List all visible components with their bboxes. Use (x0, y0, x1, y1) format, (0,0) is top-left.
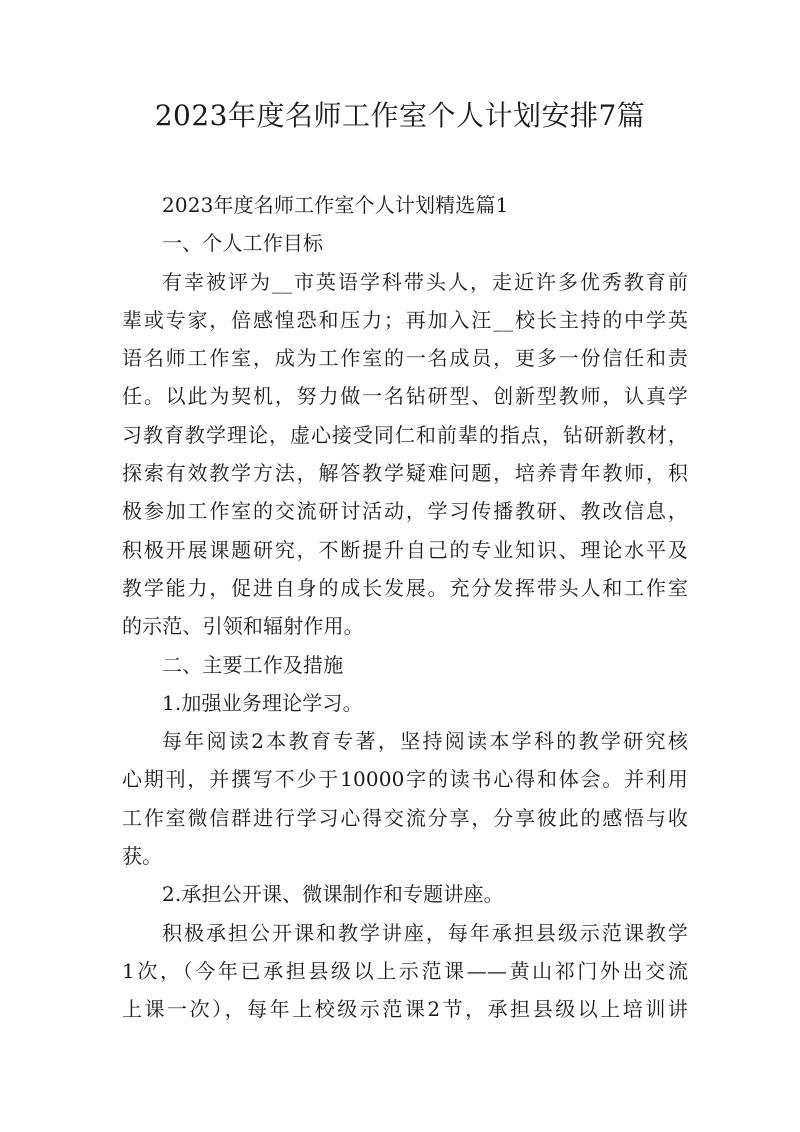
paragraph-line: 有幸被评为__市英语学科带头人，走近许多优秀教育前 (162, 269, 688, 294)
paragraph-line: 习教育教学理论，虚心接受同仁和前辈的指点，钻研新教材， (122, 422, 688, 447)
paragraph-line: 教学能力，促进自身的成长发展。充分发挥带头人和工作室 (122, 575, 688, 600)
item-heading: 2.承担公开课、微课制作和专题讲座。 (162, 882, 504, 907)
paragraph-line: 语名师工作室，成为工作室的一名成员，更多一份信任和责 (122, 346, 688, 371)
paragraph-line: 积极开展课题研究，不断提升自己的专业知识、理论水平及 (122, 537, 688, 562)
paragraph-line: 极参加工作室的交流研讨活动，学习传播教研、教改信息， (122, 499, 688, 524)
paragraph-line: 积极承担公开课和教学讲座，每年承担县级示范课教学 (162, 920, 688, 945)
section-heading: 2023年度名师工作室个人计划精选篇1 (162, 193, 509, 217)
paragraph-line: 探索有效教学方法，解答教学疑难问题，培养青年教师，积 (122, 461, 688, 486)
paragraph-line: 每年阅读2本教育专著，坚持阅读本学科的教学研究核 (162, 729, 688, 754)
paragraph-line: 上课一次），每年上校级示范课2节，承担县级以上培训讲 (122, 997, 688, 1022)
document-body (122, 186, 688, 1029)
paragraph-line: 辈或专家，倍感惶恐和压力；再加入汪__校长主持的中学英 (122, 307, 688, 332)
paragraph-line: 获。 (122, 844, 163, 869)
subsection-heading: 一、个人工作目标 (162, 231, 324, 256)
paragraph-line: 1次，（今年已承担县级以上示范课——黄山祁门外出交流 (122, 958, 688, 983)
paragraph-line: 心期刊，并撰写不少于10000字的读书心得和体会。并利用 (122, 767, 688, 792)
document-title: 2023年度名师工作室个人计划安排7篇 (154, 99, 646, 132)
paragraph-line: 工作室微信群进行学习心得交流分享，分享彼此的感悟与收 (122, 805, 688, 830)
paragraph-line: 的示范、引领和辐射作用。 (122, 614, 364, 639)
subsection-heading: 二、主要工作及措施 (162, 652, 344, 677)
item-heading: 1.加强业务理论学习。 (162, 690, 363, 715)
paragraph-line: 任。以此为契机，努力做一名钻研型、创新型教师，认真学 (122, 384, 688, 409)
